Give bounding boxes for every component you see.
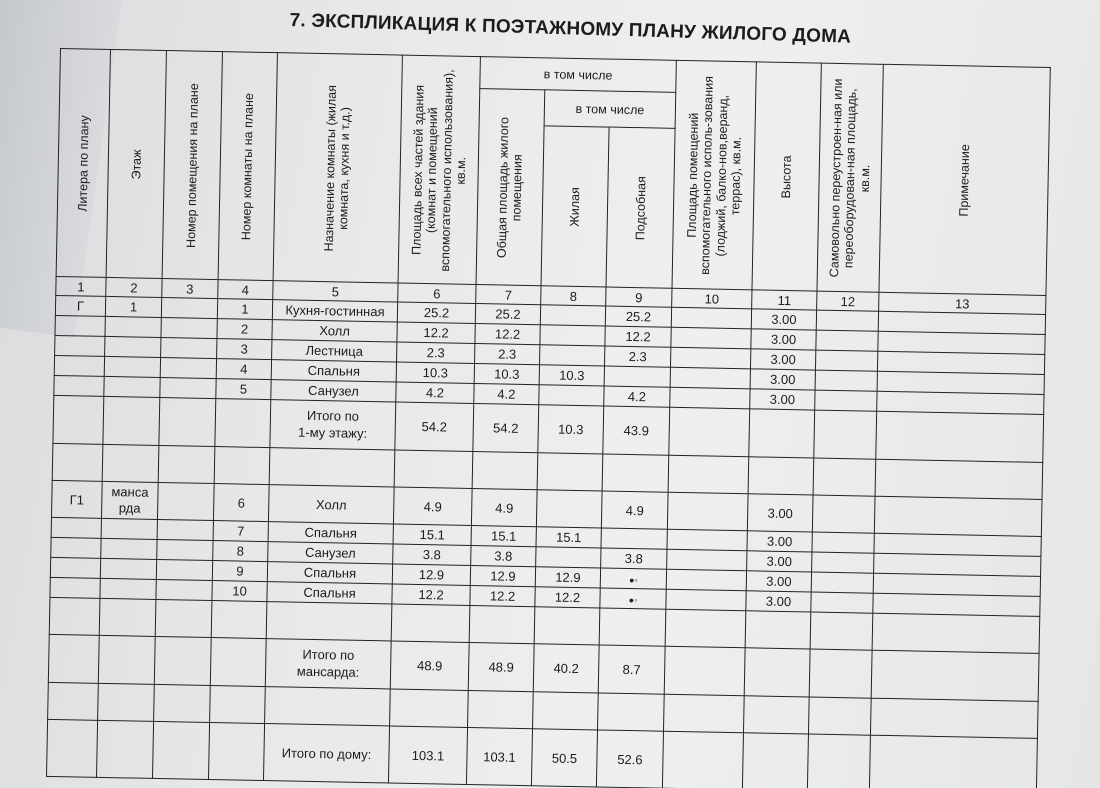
cell-room-no — [210, 638, 266, 687]
cell-room-name: Холл — [272, 320, 397, 342]
cell-aux-area — [667, 492, 748, 531]
header-height-text: Высота — [779, 154, 794, 199]
cell-area: 12.9 — [392, 564, 470, 585]
cell-empty — [269, 448, 395, 487]
cell-area: 4.9 — [393, 487, 472, 525]
header-total-living — [476, 89, 545, 286]
cell-living: 10.3 — [539, 365, 604, 386]
cell-living — [536, 547, 601, 568]
cell-room-no — [215, 399, 271, 448]
cell-empty — [872, 613, 1040, 653]
cell-room-no: 8 — [213, 541, 268, 562]
cell-empty — [468, 690, 534, 728]
col-num: 13 — [879, 292, 1046, 314]
cell-unauthorized — [809, 649, 872, 698]
cell-unauthorized — [812, 532, 874, 553]
cell-aux-area — [670, 367, 750, 389]
cell-litera — [53, 395, 104, 444]
cell-empty — [265, 687, 391, 726]
cell-room-no — [208, 722, 264, 780]
cell-living: 40.2 — [533, 644, 599, 693]
cell-empty — [664, 694, 745, 733]
cell-aux-area — [664, 646, 745, 696]
cell-floor — [100, 558, 156, 579]
cell-floor — [101, 518, 157, 539]
cell-floor — [104, 356, 160, 377]
cell-aux-area — [666, 589, 746, 611]
subtotal-label-line1: Итого по — [306, 408, 360, 425]
cell-aux-area — [662, 731, 743, 788]
subtotal-label-line1: Итого по — [302, 647, 355, 664]
col-num: 7 — [476, 285, 541, 305]
cell-room-no: 10 — [212, 581, 267, 602]
cell-aux-area — [671, 307, 751, 329]
cell-aux-area — [670, 347, 750, 369]
house-total-label: Итого по дому: — [263, 724, 389, 783]
cell-room-no: 2 — [217, 319, 272, 340]
cell-unauthorized — [816, 330, 878, 351]
cell-empty — [870, 698, 1038, 738]
cell-premise — [161, 297, 217, 318]
col-num: 3 — [162, 279, 218, 299]
header-room-no-text: Номер комнаты на плане — [239, 92, 256, 240]
cell-floor — [98, 635, 155, 684]
cell-living: 12.2 — [535, 587, 600, 608]
cell-height — [744, 648, 810, 697]
cell-premise — [156, 559, 212, 580]
cell-room-no: 3 — [217, 339, 272, 360]
cell-litera — [50, 577, 100, 598]
cell-living — [539, 385, 604, 406]
cell-empty — [394, 450, 473, 488]
cell-note — [869, 735, 1037, 788]
cell-living — [536, 490, 602, 528]
cell-empty — [533, 692, 599, 730]
col-num: 12 — [817, 291, 879, 311]
cell-height: 3.00 — [751, 329, 816, 350]
cell-floor — [101, 481, 158, 519]
cell-room-no: 4 — [216, 359, 271, 380]
explication-table-wrapper — [46, 48, 1050, 788]
cell-total: 4.2 — [474, 384, 539, 405]
cell-area: 2.3 — [397, 342, 475, 363]
cell-area: 15.1 — [393, 524, 471, 545]
header-litera-text: Литера по плану — [75, 114, 92, 212]
header-height — [752, 62, 821, 291]
cell-living — [540, 325, 605, 346]
cell-room-name: Спальня — [271, 360, 396, 382]
cell-aux: 2.3 — [604, 346, 670, 367]
header-premise-no-text: Номер помещения на плане — [183, 82, 201, 248]
cell-unauthorized — [814, 410, 877, 459]
cell-premise — [159, 397, 216, 446]
cell-area: 12.2 — [392, 584, 470, 605]
cell-living — [540, 305, 605, 326]
cell-total: 2.3 — [475, 344, 540, 365]
cell-total: 12.9 — [470, 565, 535, 586]
cell-unauthorized — [815, 350, 877, 371]
cell-aux-area — [666, 569, 746, 591]
cell-note — [876, 411, 1044, 462]
cell-total: 3.8 — [471, 545, 536, 566]
cell-empty — [875, 459, 1043, 499]
cell-aux: 12.2 — [605, 326, 671, 347]
cell-total: 12.2 — [475, 324, 540, 345]
cell-total: 15.1 — [471, 525, 536, 546]
header-floor — [106, 49, 166, 278]
cell-height: 3.00 — [747, 494, 813, 532]
cell-height: 3.00 — [746, 591, 811, 612]
col-num: 6 — [398, 283, 476, 303]
cell-height: 3.00 — [751, 309, 816, 330]
subtotal-label-floor1 — [270, 400, 396, 450]
cell-room-name: Санузел — [268, 542, 393, 564]
cell-room-no: 7 — [213, 521, 268, 542]
cell-aux: 4.2 — [604, 386, 670, 407]
cell-total: 54.2 — [473, 404, 539, 453]
cell-aux: 4.9 — [601, 491, 668, 529]
cell-aux-area — [670, 387, 750, 409]
cell-aux: 52.6 — [596, 730, 663, 788]
cell-room-name: Спальня — [267, 562, 392, 584]
cell-room-name: Кухня-гостинная — [272, 300, 397, 322]
cell-area: 54.2 — [395, 402, 474, 451]
header-auxiliary-text: Подсобная — [632, 175, 648, 240]
cell-empty — [391, 604, 470, 642]
cell-empty — [154, 684, 211, 722]
cell-floor — [103, 396, 160, 445]
cell-aux-area — [671, 327, 751, 349]
cell-empty — [810, 612, 873, 650]
cell-empty — [48, 682, 99, 720]
cell-total: 25.2 — [475, 304, 540, 325]
cell-aux — [600, 568, 666, 589]
cell-living: 15.1 — [536, 527, 601, 548]
cell-empty — [598, 693, 665, 731]
cell-area: 10.3 — [396, 362, 474, 383]
cell-empty — [102, 444, 159, 482]
cell-empty — [748, 457, 814, 495]
cell-height: 3.00 — [746, 571, 811, 592]
subtotal-label-line2: 1-му этажу: — [297, 424, 368, 441]
cell-total: 103.1 — [466, 727, 532, 785]
cell-room-no: 6 — [213, 484, 269, 522]
cell-room-name: Холл — [268, 485, 394, 524]
cell-aux-area — [667, 549, 747, 571]
cell-floor: 1 — [105, 296, 161, 317]
cell-aux: 3.8 — [601, 548, 667, 569]
cell-aux: 25.2 — [605, 306, 671, 327]
header-area-all-text: Площадь всех частей здания (комнат и помещений вспомогательного использования), кв.м. — [408, 68, 468, 272]
cell-floor — [101, 538, 157, 559]
col-num: 11 — [752, 290, 817, 310]
cell-premise — [157, 539, 213, 560]
document-title: 7. ЭКСПЛИКАЦИЯ К ПОЭТАЖНОМУ ПЛАНУ ЖИЛОГО ДОМА — [289, 10, 852, 48]
cell-unauthorized — [816, 310, 878, 331]
cell-living — [540, 345, 605, 366]
cell-empty — [745, 611, 811, 649]
cell-empty — [158, 445, 215, 483]
cell-empty — [665, 609, 746, 648]
cell-premise — [161, 337, 217, 358]
header-room-no — [218, 52, 277, 281]
header-floor-text: Этаж — [128, 148, 144, 180]
header-living-text: Жилая — [567, 186, 583, 227]
cell-litera: Г — [55, 295, 105, 316]
cell-total: 4.9 — [471, 488, 537, 526]
smudge-mark-icon: ●◦ — [628, 595, 638, 606]
cell-unauthorized — [812, 495, 875, 533]
cell-empty — [469, 605, 535, 643]
cell-area: 4.2 — [396, 382, 474, 403]
cell-area: 3.8 — [393, 544, 471, 565]
cell-height: 3.00 — [747, 551, 812, 572]
cell-height — [742, 733, 808, 788]
cell-litera — [55, 335, 105, 356]
cell-height: 3.00 — [750, 349, 815, 370]
cell-unauthorized — [812, 552, 874, 573]
cell-total: 12.2 — [470, 585, 535, 606]
cell-unauthorized — [807, 734, 870, 788]
cell-aux — [601, 528, 667, 549]
cell-premise — [152, 721, 209, 779]
header-total-living-text: Общая площадь жилого помещения — [494, 116, 526, 258]
cell-room-name: Лестница — [272, 340, 397, 362]
cell-room-no: 5 — [216, 379, 271, 400]
cell-empty — [668, 455, 749, 494]
cell-floor — [100, 578, 156, 599]
cell-aux-area — [669, 407, 750, 457]
cell-empty — [98, 683, 155, 721]
header-incl-group-2: в том числе — [544, 90, 676, 129]
subtotal-label-floor2 — [265, 639, 391, 689]
header-purpose — [273, 53, 402, 283]
cell-room-no: 9 — [212, 561, 267, 582]
cell-empty — [155, 599, 212, 637]
col-num: 5 — [273, 281, 398, 302]
floor-label-line1: манса — [111, 483, 149, 500]
cell-height: 3.00 — [750, 369, 815, 390]
col-num: 2 — [106, 277, 162, 297]
cell-empty — [49, 597, 100, 635]
header-note — [879, 64, 1050, 295]
cell-floor — [97, 720, 154, 778]
cell-room-name: Спальня — [267, 582, 392, 604]
smudge-mark-icon: ●◦ — [628, 575, 638, 586]
explication-table — [46, 48, 1051, 788]
cell-empty — [214, 447, 270, 485]
cell-empty — [599, 608, 666, 646]
cell-area: 12.2 — [397, 322, 475, 343]
header-auxiliary — [606, 127, 675, 288]
cell-litera: Г1 — [51, 480, 102, 518]
cell-note — [874, 496, 1042, 536]
cell-aux: 43.9 — [603, 406, 670, 455]
cell-empty — [99, 598, 156, 636]
cell-empty — [534, 607, 600, 645]
header-unauthorized — [817, 63, 883, 292]
cell-premise — [156, 579, 212, 600]
cell-unauthorized — [811, 592, 873, 613]
cell-height: 3.00 — [747, 531, 812, 552]
cell-floor — [104, 376, 160, 397]
cell-empty — [210, 686, 266, 724]
cell-living: 12.9 — [535, 567, 600, 588]
cell-empty — [808, 697, 871, 735]
header-unauthorized-text: Самовольно переустроен-ная или переоборудован-ная площадь, кв.м. — [826, 77, 872, 277]
header-purpose-text: Назначение комнаты (жилая комната, кухня и т.д.) — [321, 84, 353, 252]
cell-empty — [537, 453, 603, 491]
cell-living: 10.3 — [538, 405, 604, 454]
cell-litera — [48, 634, 99, 683]
cell-floor — [105, 316, 161, 337]
header-note-text: Примечание — [956, 143, 973, 217]
cell-premise — [160, 377, 216, 398]
cell-litera — [54, 375, 104, 396]
col-num: 10 — [672, 288, 752, 309]
cell-note — [871, 650, 1039, 701]
header-area-all — [398, 55, 480, 284]
cell-premise — [157, 482, 214, 520]
cell-aux — [600, 588, 666, 609]
cell-empty — [390, 689, 469, 727]
cell-empty — [743, 696, 809, 734]
cell-premise — [160, 357, 216, 378]
cell-area: 103.1 — [388, 726, 467, 784]
cell-unauthorized — [815, 390, 877, 411]
cell-height — [749, 409, 815, 458]
cell-premise — [157, 519, 213, 540]
cell-litera — [51, 537, 101, 558]
cell-aux: 8.7 — [598, 645, 665, 694]
cell-room-name: Спальня — [268, 522, 393, 544]
col-num: 1 — [56, 276, 106, 296]
cell-floor — [105, 336, 161, 357]
cell-litera — [50, 557, 100, 578]
cell-area: 25.2 — [397, 302, 475, 323]
header-aux-area — [672, 60, 756, 289]
cell-total: 10.3 — [474, 364, 539, 385]
col-num: 9 — [606, 287, 672, 307]
cell-total: 48.9 — [468, 642, 534, 691]
header-premise-no — [162, 51, 222, 280]
cell-unauthorized — [815, 370, 877, 391]
cell-empty — [266, 602, 392, 641]
header-aux-area-text: Площадь помещений вспомогательного исполь-зования (лоджий, балко-нов,веранд, террас), кв.м. — [684, 75, 744, 275]
cell-height: 3.00 — [750, 389, 815, 410]
cell-empty — [472, 451, 538, 489]
cell-premise — [161, 317, 217, 338]
cell-unauthorized — [811, 572, 873, 593]
cell-room-name: Санузел — [271, 380, 396, 402]
subtotal-label-line2: мансарда: — [296, 663, 360, 680]
cell-litera — [55, 315, 105, 336]
cell-living: 50.5 — [531, 729, 597, 787]
cell-litera — [54, 355, 104, 376]
cell-area: 48.9 — [390, 641, 469, 690]
cell-aux — [604, 366, 670, 387]
floor-label-line2: рда — [118, 500, 141, 516]
col-num: 8 — [541, 286, 606, 306]
cell-empty — [602, 454, 669, 492]
cell-litera — [47, 719, 98, 777]
header-living — [541, 126, 609, 287]
cell-premise — [154, 636, 211, 685]
cell-aux-area — [667, 529, 747, 551]
cell-litera — [51, 517, 101, 538]
cell-empty — [52, 443, 103, 481]
cell-empty — [211, 601, 267, 639]
col-num: 4 — [218, 280, 273, 300]
header-litera — [56, 49, 110, 278]
header-incl-group: в том числе — [480, 57, 677, 93]
cell-empty — [813, 458, 876, 496]
cell-room-no: 1 — [217, 299, 272, 320]
